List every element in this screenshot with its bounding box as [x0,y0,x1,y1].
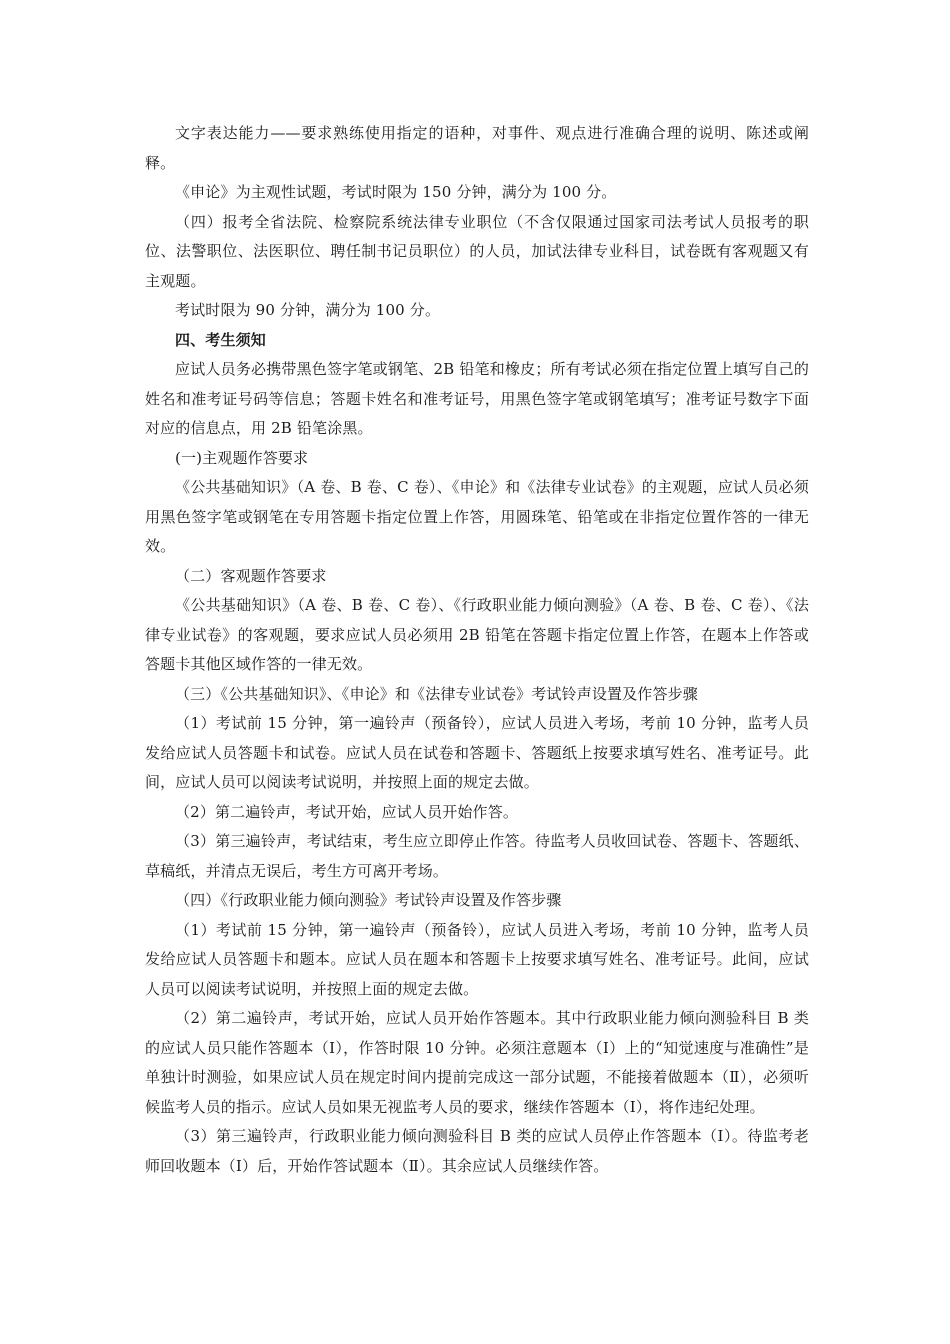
section-heading-candidate-notice: 四、考生须知 [175,330,266,349]
paragraph-general-step-2: （2）第二遍铃声，考试开始，应试人员开始作答。 [175,802,518,821]
paragraph-law-subject: （四）报考全省法院、检察院系统法律专业职位（不含仅限通过国家司法考试人员报考的职位、法警职位、法医职位、聘任制书记员职位）的人员，加试法律专业科目，试卷既有客观题又有主观题。 [145,212,809,290]
paragraph-writing-ability: 文字表达能力——要求熟练使用指定的语种，对事件、观点进行准确合理的说明、陈述或阐释。 [145,124,809,172]
paragraph-aptitude-step-2: （2）第二遍铃声，考试开始，应试人员开始作答题本。其中行政职业能力倾向测验科目 B 类的应试人员只能作答题本（Ⅰ），作答时限 10 分钟。必须注意题本（Ⅰ）上的“知觉速度与准确性”是单独计时测验，如果应试人员在规定时间内提前完成这一部分试题，不能接着做题本（Ⅱ），必须听候监考人员的指示。应试人员如果无视监考人员的要求，继续作答题本（Ⅰ），将作违纪处理。 [145,1009,809,1116]
paragraph-general-step-1: （1）考试前 15 分钟，第一遍铃声（预备铃），应试人员进入考场，考前 10 分钟，监考人员发给应试人员答题卡和试卷。应试人员在试卷和答题卡、答题纸上按要求填写姓名、准考证号。此间，应试人员可以阅读考试说明，并按照上面的规定去做。 [145,714,809,791]
document-page [145,119,809,1181]
paragraph-shenlun-time: 《申论》为主观性试题，考试时限为 150 分钟，满分为 100 分。 [175,183,617,201]
paragraph-objective-rules: 《公共基础知识》（A 卷、B 卷、C 卷）、《行政职业能力倾向测验》（A 卷、B 卷、C 卷）、《法律专业试卷》的客观题，要求应试人员必须用 2B 铅笔在答题卡指定位置上作答，在题本上作答或答题卡其他区域作答的一律无效。 [145,596,809,673]
paragraph-subjective-rules: 《公共基础知识》（A 卷、B 卷、C 卷）、《申论》和《法律专业试卷》的主观题，应试人员必须用黑色签字笔或钢笔在专用答题卡指定位置上作答，用圆珠笔、铅笔或在非指定位置作答的一律无效。 [145,478,809,555]
paragraph-aptitude-step-3: （3）第三遍铃声，行政职业能力倾向测验科目 B 类的应试人员停止作答题本（Ⅰ）。待监考老师回收题本（Ⅰ）后，开始作答试题本（Ⅱ）。其余应试人员继续作答。 [145,1127,809,1175]
paragraph-aptitude-step-1: （1）考试前 15 分钟，第一遍铃声（预备铃），应试人员进入考场，考前 10 分钟，监考人员发给应试人员答题卡和题本。应试人员在题本和答题卡上按要求填写姓名、准考证号。此间，应试人员可以阅读考试说明，并按照上面的规定去做。 [145,920,809,998]
subheading-bell-steps-general: （三）《公共基础知识》、《申论》和《法律专业试卷》考试铃声设置及作答步骤 [175,684,698,703]
subheading-bell-steps-aptitude: （四）《行政职业能力倾向测验》考试铃声设置及作答步骤 [175,891,562,909]
paragraph-required-items: 应试人员务必携带黑色签字笔或钢笔、2B 铅笔和橡皮；所有考试必须在指定位置上填写自己的姓名和准考证号码等信息；答题卡姓名和准考证号，用黑色签字笔或钢笔填写；准考证号数字下面对应的信息点，用 2B 铅笔涂黑。 [145,360,809,437]
subheading-subjective: (一)主观题作答要求 [175,448,309,467]
subheading-objective: （二）客观题作答要求 [175,566,327,585]
paragraph-general-step-3: （3）第三遍铃声，考试结束，考生应立即停止作答。待监考人员收回试卷、答题卡、答题纸、草稿纸，并清点无误后，考生方可离开考场。 [145,832,809,880]
paragraph-law-time: 考试时限为 90 分钟，满分为 100 分。 [175,301,441,319]
